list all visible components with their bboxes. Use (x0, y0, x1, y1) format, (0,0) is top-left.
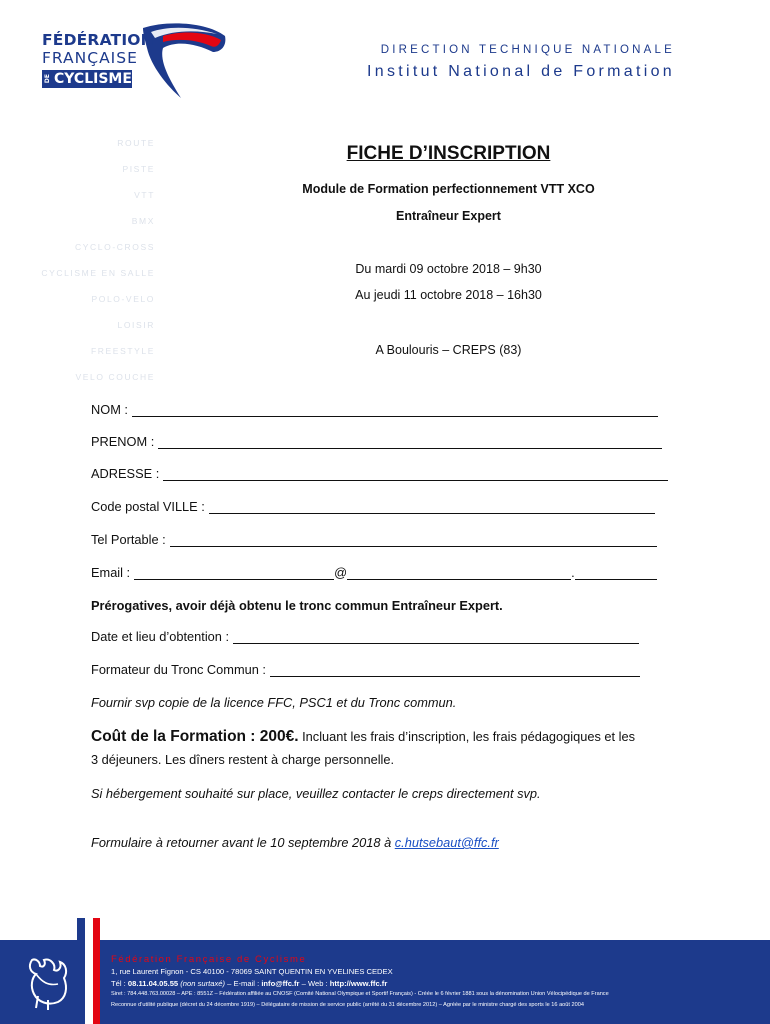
retour-text: Formulaire à retourner avant le 10 septembre 2018 à (91, 835, 395, 850)
cp-ville-line[interactable] (209, 502, 655, 514)
sidebar-item-loisir: LOISIR (117, 320, 155, 330)
cost-detail-2: 3 déjeuners. Les dîners restent à charge personnelle. (91, 752, 395, 767)
cp-ville-label: Code postal VILLE : (91, 499, 205, 514)
flag-blue-stripe (77, 918, 85, 1024)
date-end: Au jeudi 11 octobre 2018 – 16h30 (355, 288, 542, 302)
sidebar-item-polo-velo: POLO-VELO (91, 294, 155, 304)
tel-line[interactable] (170, 535, 657, 547)
sidebar-item-cyclisme-en-salle: CYCLISME EN SALLE (41, 268, 155, 278)
retour-note (91, 835, 499, 850)
logo-line-1: FÉDÉRATION (42, 31, 154, 49)
sidebar-item-cyclo-cross: CYCLO-CROSS (75, 242, 155, 252)
footer-tel-label: Tél : (111, 979, 128, 988)
page-title: FICHE D’INSCRIPTION (346, 143, 551, 164)
date-lieu-label: Date et lieu d’obtention : (91, 629, 230, 644)
nom-line[interactable] (132, 405, 658, 417)
tel-field[interactable] (91, 532, 657, 547)
sidebar-item-bmx: BMX (131, 216, 155, 226)
prenom-line[interactable] (158, 437, 662, 449)
rooster-icon (18, 952, 72, 1012)
institut-heading: Institut National de Formation (367, 63, 675, 80)
logo-line-3-band (42, 70, 132, 88)
hebergement-note: Si hébergement souhaité sur place, veuillez contacter le creps directement svp. (91, 786, 541, 801)
footer-siret: Siret : 784.448.763.00028 – APE : 8551Z – Fédération affiliée au CNOSF (Comité National Olympique et Sportif Français) - Créée le 6 février 1881 sous la dénomination Union Vélocipédique de France (111, 991, 609, 997)
formateur-label: Formateur du Tronc Commun : (91, 662, 266, 677)
email-field[interactable] (91, 565, 657, 580)
sidebar-item-freestyle: FREESTYLE (91, 346, 155, 356)
level-title: Entraîneur Expert (396, 209, 501, 223)
footer-federation-name: Fédération Française de Cyclisme (111, 954, 307, 965)
sidebar-item-vtt: VTT (134, 190, 155, 200)
module-title: Module de Formation perfectionnement VTT XCO (302, 182, 595, 196)
cost-label: Coût de la Formation : 200€. (91, 728, 299, 745)
formateur-line[interactable] (270, 665, 640, 677)
email-dot: . (571, 565, 575, 580)
footer-address: 1, rue Laurent Fignon - CS 40100 - 78069 SAINT QUENTIN EN YVELINES CEDEX (111, 967, 393, 976)
sidebar-item-velo-couche: VELO COUCHE (75, 372, 155, 382)
flag-red-stripe (93, 918, 100, 1024)
logo-line-3: CYCLISME (54, 71, 132, 87)
location: A Boulouris – CREPS (83) (375, 343, 522, 357)
logo-de: DE (44, 74, 51, 84)
sidebar-item-route: ROUTE (117, 138, 155, 148)
email-label: Email : (91, 565, 131, 580)
adresse-line[interactable] (163, 469, 668, 481)
date-lieu-line[interactable] (233, 632, 639, 644)
nom-field[interactable] (91, 402, 658, 417)
nom-label: NOM : (91, 402, 128, 417)
email-domain-line[interactable] (347, 568, 571, 580)
date-lieu-field[interactable] (91, 629, 639, 644)
adresse-label: ADRESSE : (91, 466, 160, 481)
email-user-line[interactable] (134, 568, 334, 580)
formateur-field[interactable] (91, 662, 640, 677)
prenom-label: PRENOM : (91, 434, 155, 449)
logo-line-2: FRANÇAISE (42, 48, 138, 67)
cost-line (91, 728, 635, 746)
retour-email-link[interactable]: c.hutsebaut@ffc.fr (394, 835, 499, 850)
footer-web-label: – Web : (299, 979, 330, 988)
email-at: @ (334, 565, 348, 580)
prerogatives-text: Prérogatives, avoir déjà obtenu le tronc commun Entraîneur Expert. (91, 598, 503, 613)
footer-tel-note: (non surtaxé) (178, 979, 226, 988)
tel-label: Tel Portable : (91, 532, 166, 547)
footer-reconnue: Reconnue d’utilité publique (décret du 24 décembre 1919) – Délégataire de mission de service public (arrêté du 31 décembre 2012) – Agréée par le ministre chargé des sports le 16 août 2004 (111, 1002, 584, 1008)
flag-white-stripe (85, 918, 93, 1024)
date-start: Du mardi 09 octobre 2018 – 9h30 (355, 262, 542, 276)
prenom-field[interactable] (91, 434, 662, 449)
footer-tel: 08.11.04.05.55 (127, 979, 179, 988)
logo-wordmark (42, 33, 154, 88)
cost-detail: Incluant les frais d’inscription, les frais pédagogiques et les (298, 729, 636, 744)
footer-email[interactable]: info@ffc.fr (261, 979, 300, 988)
footer-email-label: – E-mail : (225, 979, 262, 988)
cp-ville-field[interactable] (91, 499, 655, 514)
fournir-note: Fournir svp copie de la licence FFC, PSC1 et du Tronc commun. (91, 695, 457, 710)
email-tld-line[interactable] (575, 568, 657, 580)
footer-contact (111, 979, 387, 988)
sidebar-item-piste: PISTE (122, 164, 155, 174)
ffc-logo (32, 22, 212, 102)
direction-technique-heading: DIRECTION TECHNIQUE NATIONALE (380, 44, 675, 56)
adresse-field[interactable] (91, 466, 668, 481)
footer-web[interactable]: http://www.ffc.fr (329, 979, 388, 988)
